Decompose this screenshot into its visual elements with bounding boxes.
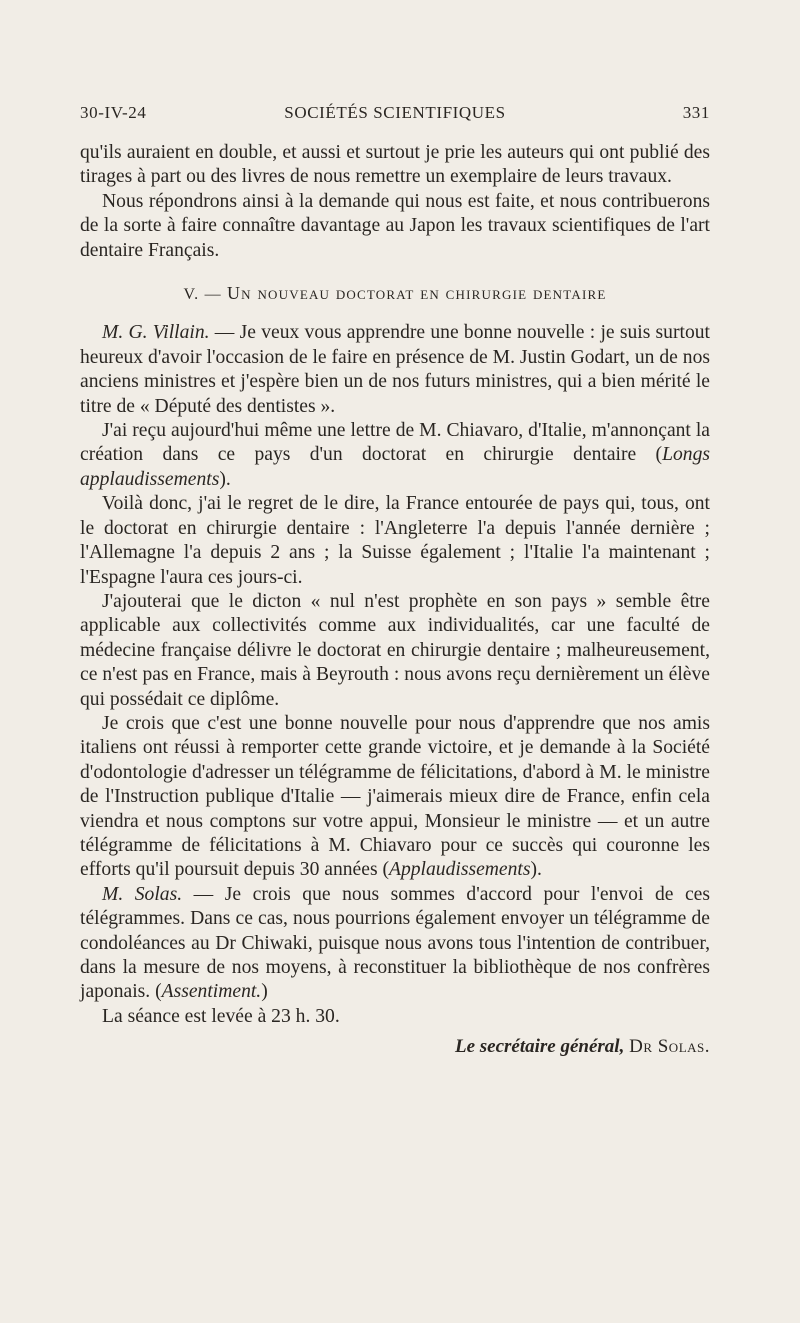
stage-direction: Assentiment.: [161, 981, 262, 1003]
paragraph: [80, 712, 710, 883]
paragraph: qu'ils auraient en double, et aussi et surtout je prie les auteurs qui ont publié des tirages à part ou des livres de nous remettre un exemplaire de leurs travaux.: [80, 142, 710, 188]
speech-text: — Je crois que nous sommes d'accord pour l'envoi de ces télégrammes. Dans ce cas, nous pourrions également envoyer un télégramme de condoléances au Dr Chiwaki, puisque nous avons tous l'intention de contribuer, dans la mesure de nos moyens, à reconstituer la bibliothèque de nos confrères japonais. (: [80, 883, 710, 1003]
speech-text: — Je veux vous apprendre une bonne nouvelle : je suis surtout heureux d'avoir l'occasion de le faire en présence de M. Justin Godart, un de nos anciens ministres et j'espère bien un de nos futurs ministres, qui a bien mérité le titre de « Député des dentistes ».: [80, 322, 710, 417]
signature-title: Le secrétaire général,: [454, 1036, 625, 1058]
speech-text: ).: [219, 468, 231, 490]
speech-text: J'ai reçu aujourd'hui même une lettre de M. Chiavaro, d'Italie, m'annonçant la création dans ce pays d'un doctorat en chirurgie dentaire (: [80, 420, 710, 466]
speech-text: ).: [530, 859, 542, 881]
section-title: Un nouveau doctorat en chirurgie dentaire: [226, 283, 607, 304]
running-header: [80, 103, 710, 133]
header-date: 30-IV-24: [80, 103, 147, 122]
body-text: [80, 141, 710, 1060]
section-number: V. —: [183, 286, 222, 304]
paragraph: Nous répondrons ainsi à la demande qui nous est faite, et nous contribuerons de la sorte à faire connaître davantage au Japon les travaux scientifiques de l'art dentaire Français.: [80, 190, 710, 261]
paragraph: [80, 883, 710, 1005]
speaker-name: M. G. Villain.: [102, 322, 210, 344]
closing-line: La séance est levée à 23 h. 30.: [102, 1005, 340, 1027]
paragraph: J'ajouterai que le dicton « nul n'est prophète en son pays » semble être applicable aux collectivités comme aux individualités, car une faculté de médecine française délivre le doctorat en chirurgie dentaire ; malheureusement, ce n'est pas en France, mais à Beyrouth : nous avons reçu dernièrement un élève qui possédait ce diplôme.: [80, 590, 710, 710]
paragraph: [80, 419, 710, 492]
speaker-name: M. Solas.: [102, 883, 183, 905]
speech-text: Je crois que c'est une bonne nouvelle pour nous d'apprendre que nos amis italiens ont réussi à remporter cette grande victoire, et je demande à la Société d'odontologie d'adresser un télégramme de félicitations, d'abord à M. le ministre de l'Instruction publique d'Italie — j'aimerais mieux dire de France, enfin cela viendra et nous comptons sur votre appui, Monsieur le ministre — et un autre télégramme de félicitations à M. Chiavaro pour ce succès qui couronne les efforts qu'il poursuit depuis 30 années (: [80, 712, 710, 881]
section-heading: [80, 281, 710, 307]
paragraph: [80, 321, 710, 419]
speech-text: ): [261, 981, 268, 1003]
signature: [80, 1035, 710, 1059]
stage-direction: Applaudissements: [389, 859, 531, 881]
paragraph: Voilà donc, j'ai le regret de le dire, la France entourée de pays qui, tous, ont le doctorat en chirurgie dentaire : l'Angleterre l'a depuis l'année dernière ; l'Allemagne l'a depuis 2 ans ; la Suisse également ; l'Italie l'a maintenant ; l'Espagne l'aura ces jours-ci.: [80, 493, 710, 588]
signature-name: Dr Solas.: [629, 1036, 710, 1058]
stage-direction: Longs applaudissements: [80, 444, 710, 490]
header-section-title: SOCIÉTÉS SCIENTIFIQUES: [284, 103, 506, 122]
page-number: 331: [682, 103, 710, 122]
